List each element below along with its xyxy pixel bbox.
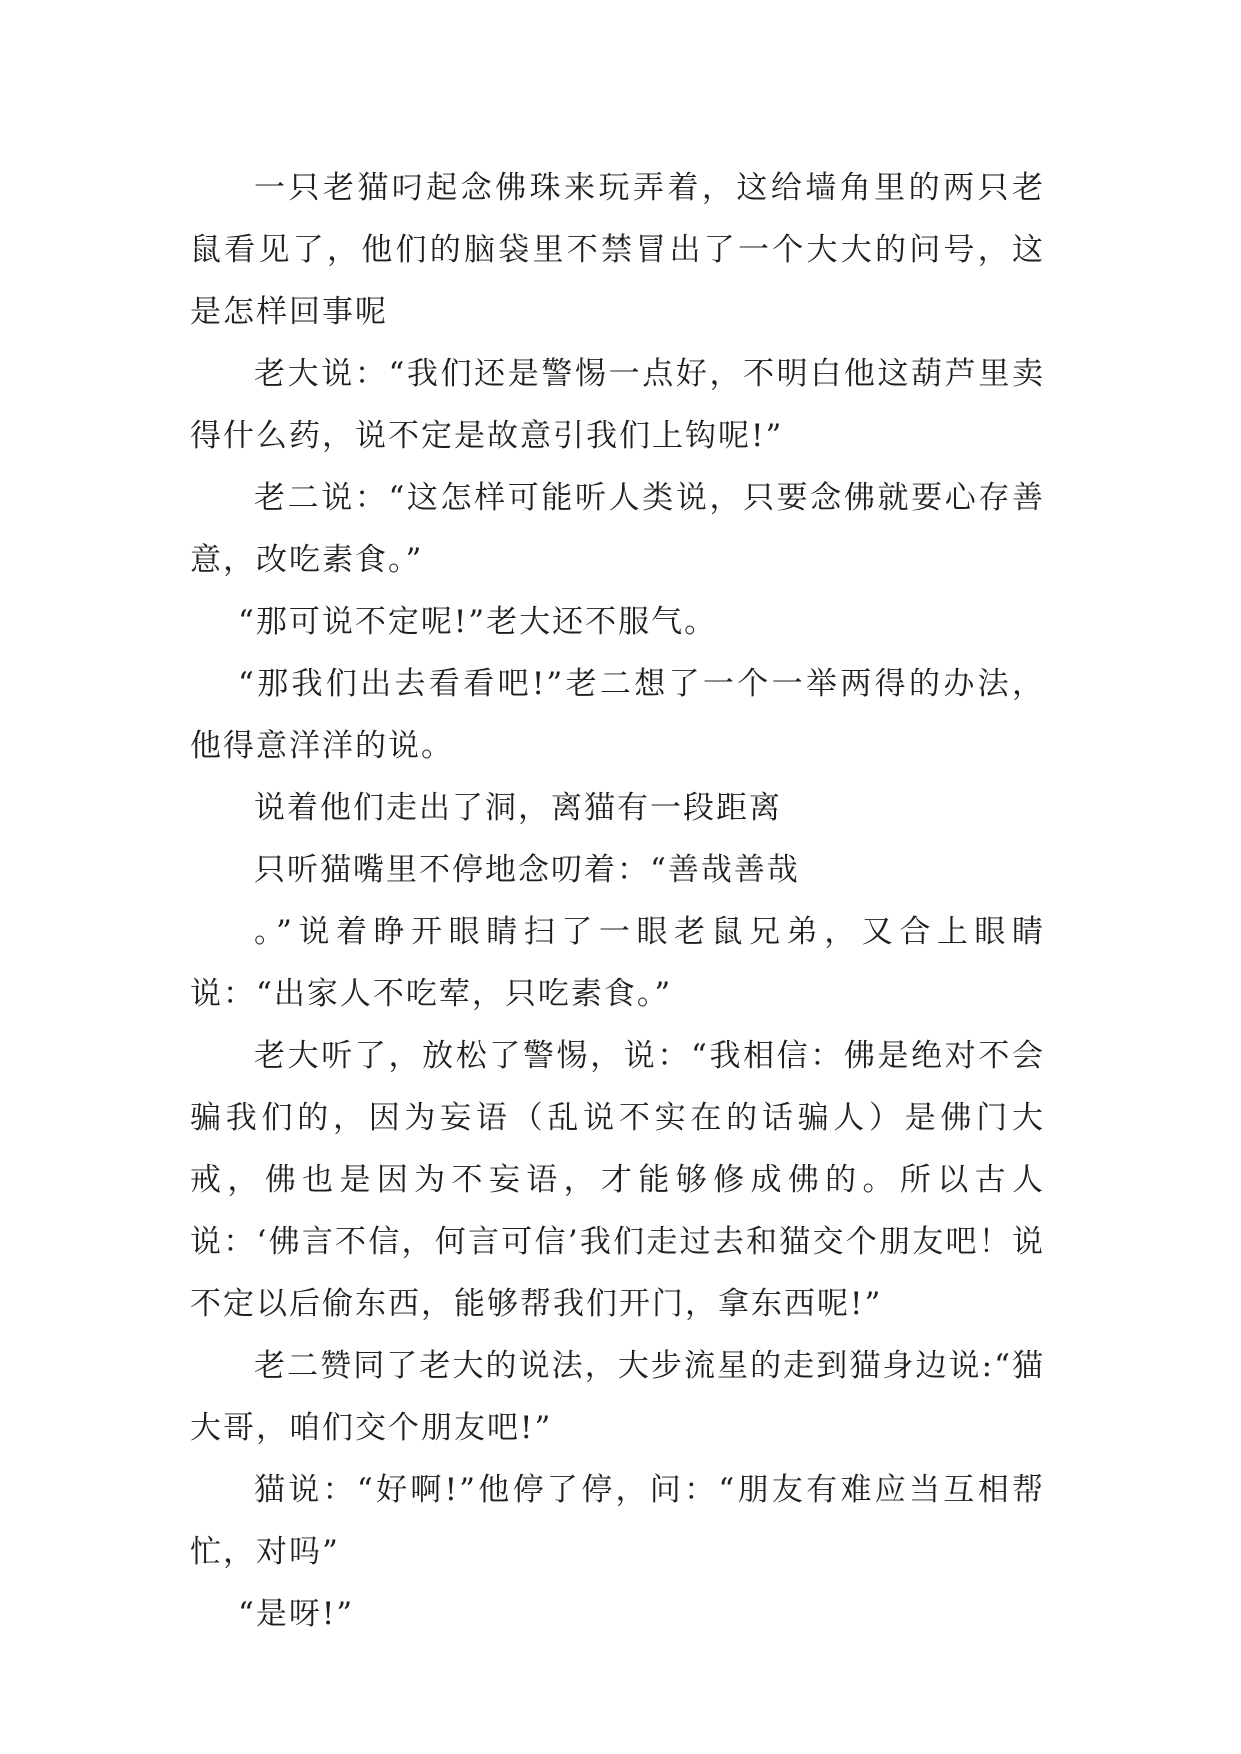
paragraph: 老二说：“这怎样可能听人类说，只要念佛就要心存善意，改吃素食。”: [190, 480, 1045, 578]
paragraph: “那我们出去看看吧!”老二想了一个一举两得的办法，他得意洋洋的说。: [190, 666, 1045, 764]
paragraph: 老二赞同了老大的说法，大步流星的走到猫身边说:“猫大哥，咱们交个朋友吧!”: [190, 1348, 1045, 1446]
story-text: [190, 157, 1045, 1645]
paragraph: 猫说：“好啊!”他停了停，问：“朋友有难应当互相帮忙，对吗”: [190, 1472, 1045, 1570]
paragraph: “那可说不定呢!”老大还不服气。: [238, 604, 718, 640]
paragraph: 老大听了，放松了警惕，说：“我相信：佛是绝对不会骗我们的，因为妄语（乱说不实在的话骗人）是佛门大戒，佛也是因为不妄语，才能够修成佛的。所以古人说：‘佛言不信，何言可信’我们走过去和猫交个朋友吧！说不定以后偷东西，能够帮我们开门，拿东西呢!”: [190, 1038, 1045, 1322]
paragraph: 只听猫嘴里不停地念叨着：“善哉善哉: [254, 852, 800, 888]
paragraph: “是呀!”: [238, 1596, 355, 1632]
paragraph: 一只老猫叼起念佛珠来玩弄着，这给墙角里的两只老鼠看见了，他们的脑袋里不禁冒出了一个大大的问号，这是怎样回事呢: [190, 170, 1045, 330]
paragraph: 老大说：“我们还是警惕一点好，不明白他这葫芦里卖得什么药，说不定是故意引我们上钩呢!”: [190, 356, 1045, 454]
paragraph: 说着他们走出了洞，离猫有一段距离: [254, 790, 782, 826]
paragraph: 。”说着睁开眼睛扫了一眼老鼠兄弟，又合上眼睛说：“出家人不吃荤，只吃素食。”: [190, 914, 1045, 1012]
